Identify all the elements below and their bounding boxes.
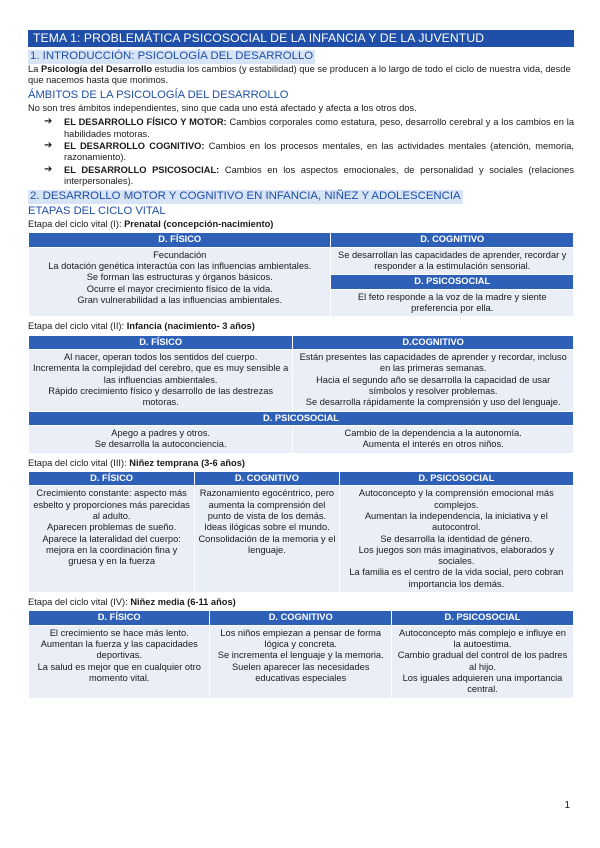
ambitos-list	[28, 117, 574, 187]
ambitos-heading: ÁMBITOS DE LA PSICOLOGÍA DEL DESARROLLO	[28, 89, 289, 102]
arrow-icon: ➔	[44, 140, 53, 152]
document-title: TEMA 1: PROBLEMÁTICA PSICOSOCIAL DE LA INFANCIA Y DE LA JUVENTUD	[28, 30, 574, 47]
cell-psicosocial: Autoconcepto y la comprensión emocional más complejos. Aumentan la independencia, la iniciativa y el autocontrol. Se desarrolla la identidad de género. Los juegos son más imaginativos, elaborados y sociales. La familia es el centro de la vida social, pero cobran importancia los demás.	[339, 486, 573, 593]
section-2-heading: 2. DESARROLLO MOTOR Y COGNITIVO EN INFANCIA, NIÑEZ Y ADOLESCENCIA	[30, 190, 461, 203]
cell-psicosocial: El feto responde a la voz de la madre y siente preferencia por ella.	[331, 289, 574, 317]
stage-3-table	[28, 471, 574, 593]
stage-4-table	[28, 610, 574, 698]
document-page	[28, 30, 574, 699]
cell-psicosocial-left: Apego a padres y otros. Se desarrolla la autoconciencia.	[29, 425, 293, 453]
etapas-heading: ETAPAS DEL CICLO VITAL	[28, 205, 166, 218]
header-cognitivo: D. COGNITIVO	[331, 233, 574, 247]
cell-fisico: Crecimiento constante: aspecto más esbelto y proporciones más parecidas al adulto. Aparecen problemas de sueño. Aparece la lateralidad del cuerpo: mejora en la coordinación fina y gruesa y en la fuerza	[29, 486, 195, 593]
stage-1-label: Etapa del ciclo vital (I): Prenatal (concepción-nacimiento)	[28, 218, 274, 229]
stage-1-table	[28, 232, 574, 317]
header-fisico: D. FÍSICO	[29, 471, 195, 485]
section-1-heading: 1. INTRODUCCIÓN: PSICOLOGÍA DEL DESARROLLO	[30, 49, 314, 62]
ambitos-intro: No son tres ámbitos independientes, sino que cada uno está afectado y afecta a los otros dos.	[28, 103, 417, 114]
header-psicosocial: D. PSICOSOCIAL	[391, 611, 573, 625]
header-psicosocial: D. PSICOSOCIAL	[29, 411, 574, 425]
intro-paragraph: La Psicología del Desarrollo estudia los cambios (y estabilidad) que se producen a lo largo de todo el ciclo de nuestra vida, desde que nacemos hasta que morimos.	[28, 63, 571, 86]
cell-psicosocial: Autoconcepto más complejo e influye en la autoestima. Cambio gradual del control de los padres al hijo. Los iguales adquieren una importancia central.	[391, 625, 573, 698]
cell-fisico: Fecundación La dotación genética interactúa con las influencias ambientales. Se forman las estructuras y órganos básicos. Ocurre el mayor crecimiento físico de la vida. Gran vulnerabilidad a las influencias ambientales.	[29, 247, 331, 317]
arrow-icon: ➔	[44, 116, 53, 128]
arrow-icon: ➔	[44, 163, 53, 175]
header-fisico: D. FÍSICO	[29, 611, 210, 625]
header-fisico: D. FÍSICO	[29, 335, 293, 349]
intro-bold-term: Psicología del Desarrollo	[40, 63, 153, 74]
header-cognitivo: D.COGNITIVO	[293, 335, 574, 349]
list-item: ➔ EL DESARROLLO COGNITIVO: Cambios en los procesos mentales, en las actividades mentales (atención, memoria, razonamiento).	[44, 140, 574, 163]
cell-cognitivo: Los niños empiezan a pensar de forma lógica y concreta. Se incrementa el lenguaje y la memoria. Suelen aparecer las necesidades educativas especiales	[210, 625, 391, 698]
stage-4-label: Etapa del ciclo vital (IV): Niñez media (6-11 años)	[28, 597, 236, 608]
stage-2-label: Etapa del ciclo vital (II): Infancia (nacimiento- 3 años)	[28, 321, 255, 332]
header-fisico: D. FÍSICO	[29, 233, 331, 247]
cell-fisico: El crecimiento se hace más lento. Aumentan la fuerza y las capacidades deportivas. La salud es mejor que en cualquier otro momento vital.	[29, 625, 210, 698]
list-item: ➔ EL DESARROLLO PSICOSOCIAL: Cambios en los aspectos emocionales, de personalidad y sociales (relaciones interpersonales).	[44, 163, 574, 187]
cell-cognitivo: Se desarrollan las capacidades de aprender, recordar y responder a la estimulación sensorial.	[331, 247, 574, 275]
cell-cognitivo: Están presentes las capacidades de aprender y recordar, incluso en las primeras semanas. Hacia el segundo año se desarrolla la capacidad de usar símbolos y resolver problemas. Se desarrolla rápidamente la comprensión y uso del lenguaje.	[293, 349, 574, 411]
cell-cognitivo: Razonamiento egocéntrico, pero aumenta la comprensión del punto de vista de los demás. Ideas ilógicas sobre el mundo. Consolidación de la memoria y el lenguaje.	[195, 486, 339, 593]
page-number: 1	[564, 799, 570, 811]
stage-2-table	[28, 335, 574, 454]
cell-psicosocial-right: Cambio de la dependencia a la autonomía. Aumenta el interés en otros niños.	[293, 425, 574, 453]
stage-3-label: Etapa del ciclo vital (III): Niñez temprana (3-6 años)	[28, 457, 246, 468]
cell-fisico: Al nacer, operan todos los sentidos del cuerpo. Incrementa la complejidad del cerebro, que es muy sensible a las influencias ambientales. Rápido crecimiento físico y desarrollo de las destrezas motoras.	[29, 349, 293, 411]
list-item: ➔ EL DESARROLLO FÍSICO Y MOTOR: Cambios corporales como estatura, peso, desarrollo cerebral y a los cambios en la habilidades motoras.	[44, 116, 574, 139]
header-psicosocial: D. PSICOSOCIAL	[331, 275, 574, 289]
header-psicosocial: D. PSICOSOCIAL	[339, 471, 573, 485]
header-cognitivo: D. COGNITIVO	[195, 471, 339, 485]
header-cognitivo: D. COGNITIVO	[210, 611, 391, 625]
